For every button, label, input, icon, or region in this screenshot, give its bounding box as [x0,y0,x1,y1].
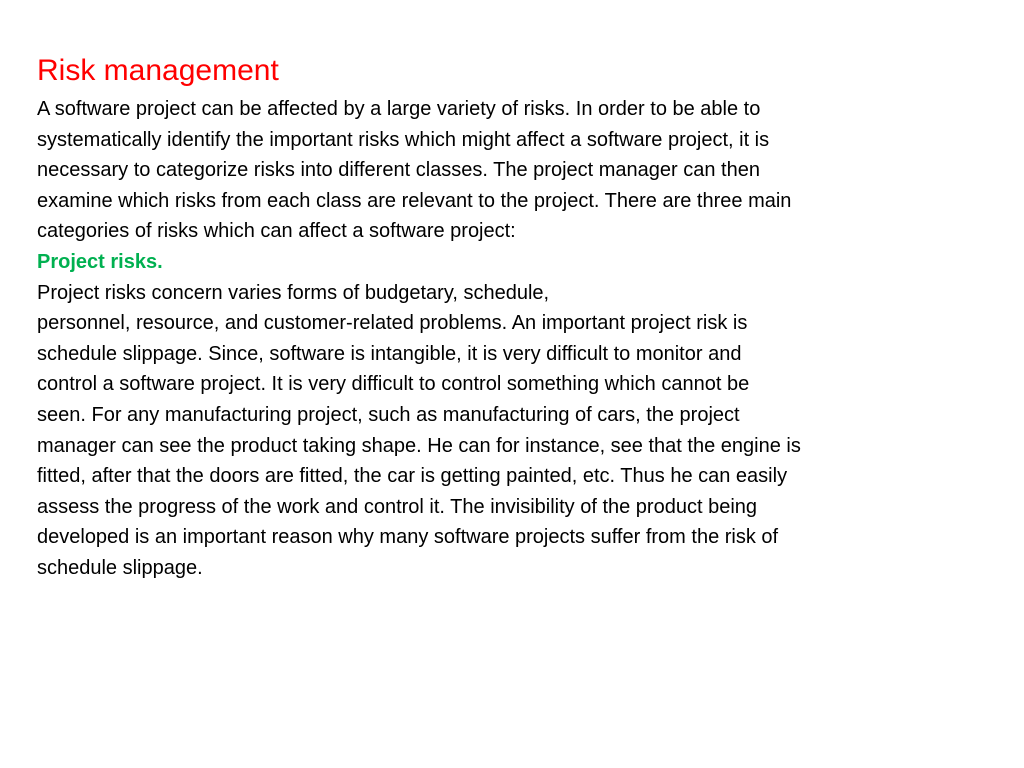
intro-line: systematically identify the important risks which might affect a software project, it is [37,128,770,151]
slide-title: Risk management [37,54,279,87]
body-line: personnel, resource, and customer-related problems. An important project risk is [37,312,748,335]
body-line: developed is an important reason why many software projects suffer from the risk of [37,526,779,549]
section-heading-project-risks: Project risks. [37,250,163,273]
body-line: fitted, after that the doors are fitted, the car is getting painted, etc. Thus he can easily [37,465,788,488]
body-line: schedule slippage. Since, software is intangible, it is very difficult to monitor and [37,342,742,365]
intro-line: necessary to categorize risks into different classes. The project manager can then [37,159,760,182]
project-risks-paragraph [37,278,964,584]
body-line: Project risks concern varies forms of budgetary, schedule, [37,281,550,304]
body-line: seen. For any manufacturing project, such as manufacturing of cars, the project [37,403,740,426]
intro-line: A software project can be affected by a large variety of risks. In order to be able to [37,98,761,120]
intro-line: categories of risks which can affect a software project: [37,220,516,243]
intro-line: examine which risks from each class are relevant to the project. There are three main [37,189,792,212]
body-line: schedule slippage. [37,556,203,579]
body-line: assess the progress of the work and control it. The invisibility of the product being [37,495,758,518]
body-line: manager can see the product taking shape. He can for instance, see that the engine is [37,434,801,457]
body-line: control a software project. It is very difficult to control something which cannot be [37,373,750,396]
intro-paragraph [37,94,964,247]
